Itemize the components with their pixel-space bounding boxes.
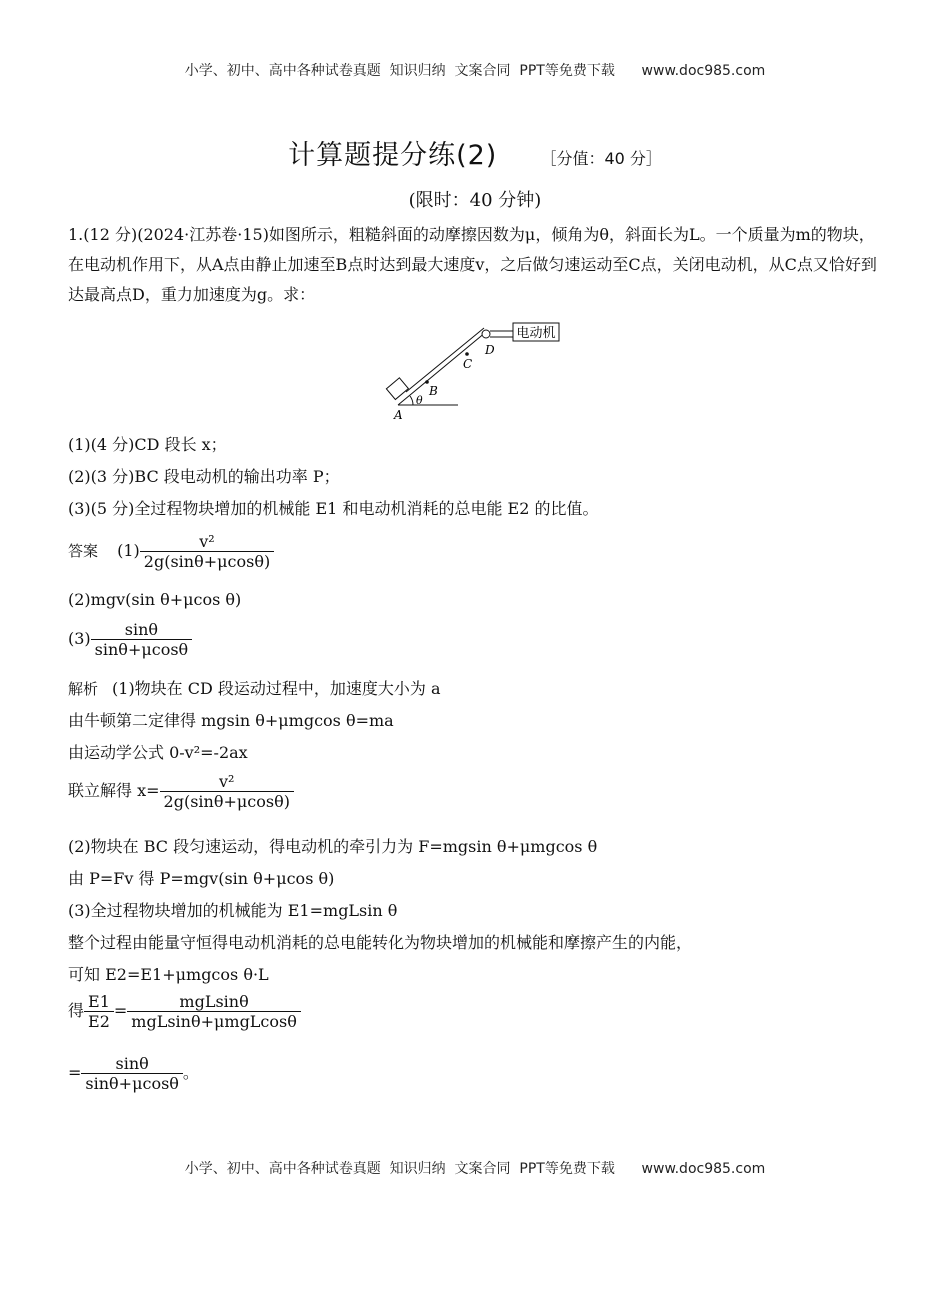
time-limit: (限时：40 分钟) <box>408 190 542 211</box>
analysis-10-den: mgLsinθ+μmgLcosθ <box>127 1011 301 1031</box>
answer-1 <box>68 532 274 571</box>
answer-1-prefix: (1) <box>117 541 140 560</box>
analysis-2: 由牛顿第二定律得 mgsin θ+μmgcos θ=ma <box>68 711 394 730</box>
analysis-10-fraction <box>127 992 301 1031</box>
analysis-label: 解析 <box>68 680 99 698</box>
incline-figure <box>380 320 570 429</box>
label-a: A <box>394 408 403 422</box>
analysis-10 <box>68 992 301 1031</box>
analysis-10-left-den: E2 <box>84 1011 114 1031</box>
analysis-1-text: (1)物块在 CD 段运动过程中，加速度大小为 a <box>112 679 441 698</box>
answer-1-fraction <box>140 532 274 571</box>
page-footer: 小学、初中、高中各种试卷真题 知识归纳 文案合同 PPT等免费下载 www.doc985.com <box>184 1161 766 1177</box>
title-line <box>0 133 950 172</box>
label-d: D <box>485 343 495 357</box>
answer-3-num: sinθ <box>124 620 159 639</box>
page-title: 计算题提分练(2) <box>288 140 498 171</box>
block <box>386 378 408 400</box>
question-1: (1)(4 分)CD 段长 x； <box>68 435 227 454</box>
analysis-3: 由运动学公式 0-v²=-2ax <box>68 743 248 762</box>
analysis-4-num: v² <box>219 772 235 791</box>
analysis-11-suffix: 。 <box>182 1063 199 1082</box>
answer-3-den: sinθ+μcosθ <box>91 639 193 659</box>
analysis-1 <box>68 676 441 699</box>
point-c <box>465 352 469 356</box>
analysis-10-prefix: 得 <box>68 1001 85 1020</box>
analysis-10-num: mgLsinθ <box>179 992 249 1011</box>
question-2: (2)(3 分)BC 段电动机的输出功率 P； <box>68 467 340 486</box>
analysis-5: (2)物块在 BC 段匀速运动，得电动机的牵引力为 F=mgsin θ+μmgcos θ <box>68 837 598 856</box>
angle-arc <box>410 396 413 405</box>
label-b: B <box>429 384 438 398</box>
analysis-11-den: sinθ+μcosθ <box>81 1073 183 1093</box>
analysis-4-fraction <box>160 772 294 811</box>
analysis-10-eq: = <box>113 1001 128 1020</box>
rope-line <box>406 328 484 392</box>
analysis-6: 由 P=Fv 得 P=mgv(sin θ+μcos θ) <box>68 869 335 888</box>
incline-diagram <box>380 320 570 425</box>
analysis-4-prefix: 联立解得 x= <box>68 781 160 800</box>
analysis-4 <box>68 772 294 811</box>
problem-statement: 1.(12 分)(2024·江苏卷·15)如图所示，粗糙斜面的动摩擦因数为μ，倾角为θ，斜面长为L。一个质量为m的物块，在电动机作用下，从A点由静止加速至B点时达到最大速度v，之后做匀速运动至C点，关闭电动机，从C点又恰好到达最高点D，重力加速度为g。求： <box>68 225 877 304</box>
answer-3-prefix: (3) <box>68 629 91 648</box>
question-3: (3)(5 分)全过程物块增加的机械能 E1 和电动机消耗的总电能 E2 的比值。 <box>68 499 599 518</box>
analysis-9: 可知 E2=E1+μmgcos θ·L <box>68 965 269 984</box>
analysis-4-den: 2g(sinθ+μcosθ) <box>160 791 294 811</box>
label-c: C <box>463 357 473 371</box>
answer-label: 答案 <box>68 542 99 560</box>
incline-surface <box>398 332 486 405</box>
answer-2: (2)mgv(sin θ+μcos θ) <box>68 590 242 609</box>
answer-1-num: v² <box>199 532 215 551</box>
answer-1-den: 2g(sinθ+μcosθ) <box>140 551 274 571</box>
pulley <box>482 330 490 338</box>
score-label: ［分值：40 分］ <box>540 149 662 168</box>
analysis-10-left-num: E1 <box>88 992 110 1011</box>
page-header: 小学、初中、高中各种试卷真题 知识归纳 文案合同 PPT等免费下载 www.doc985.com <box>184 63 766 79</box>
analysis-10-left-fraction <box>84 992 114 1031</box>
answer-3-fraction <box>91 620 193 659</box>
analysis-11-prefix: = <box>68 1063 82 1082</box>
analysis-11-fraction <box>81 1054 183 1093</box>
motor-label: 电动机 <box>516 326 556 341</box>
label-theta: θ <box>416 394 423 407</box>
analysis-11 <box>68 1054 199 1093</box>
answer-3 <box>68 620 192 659</box>
analysis-8: 整个过程由能量守恒得电动机消耗的总电能转化为物块增加的机械能和摩擦产生的内能， <box>68 933 693 952</box>
analysis-7: (3)全过程物块增加的机械能为 E1=mgLsin θ <box>68 901 398 920</box>
analysis-11-num: sinθ <box>115 1054 149 1073</box>
